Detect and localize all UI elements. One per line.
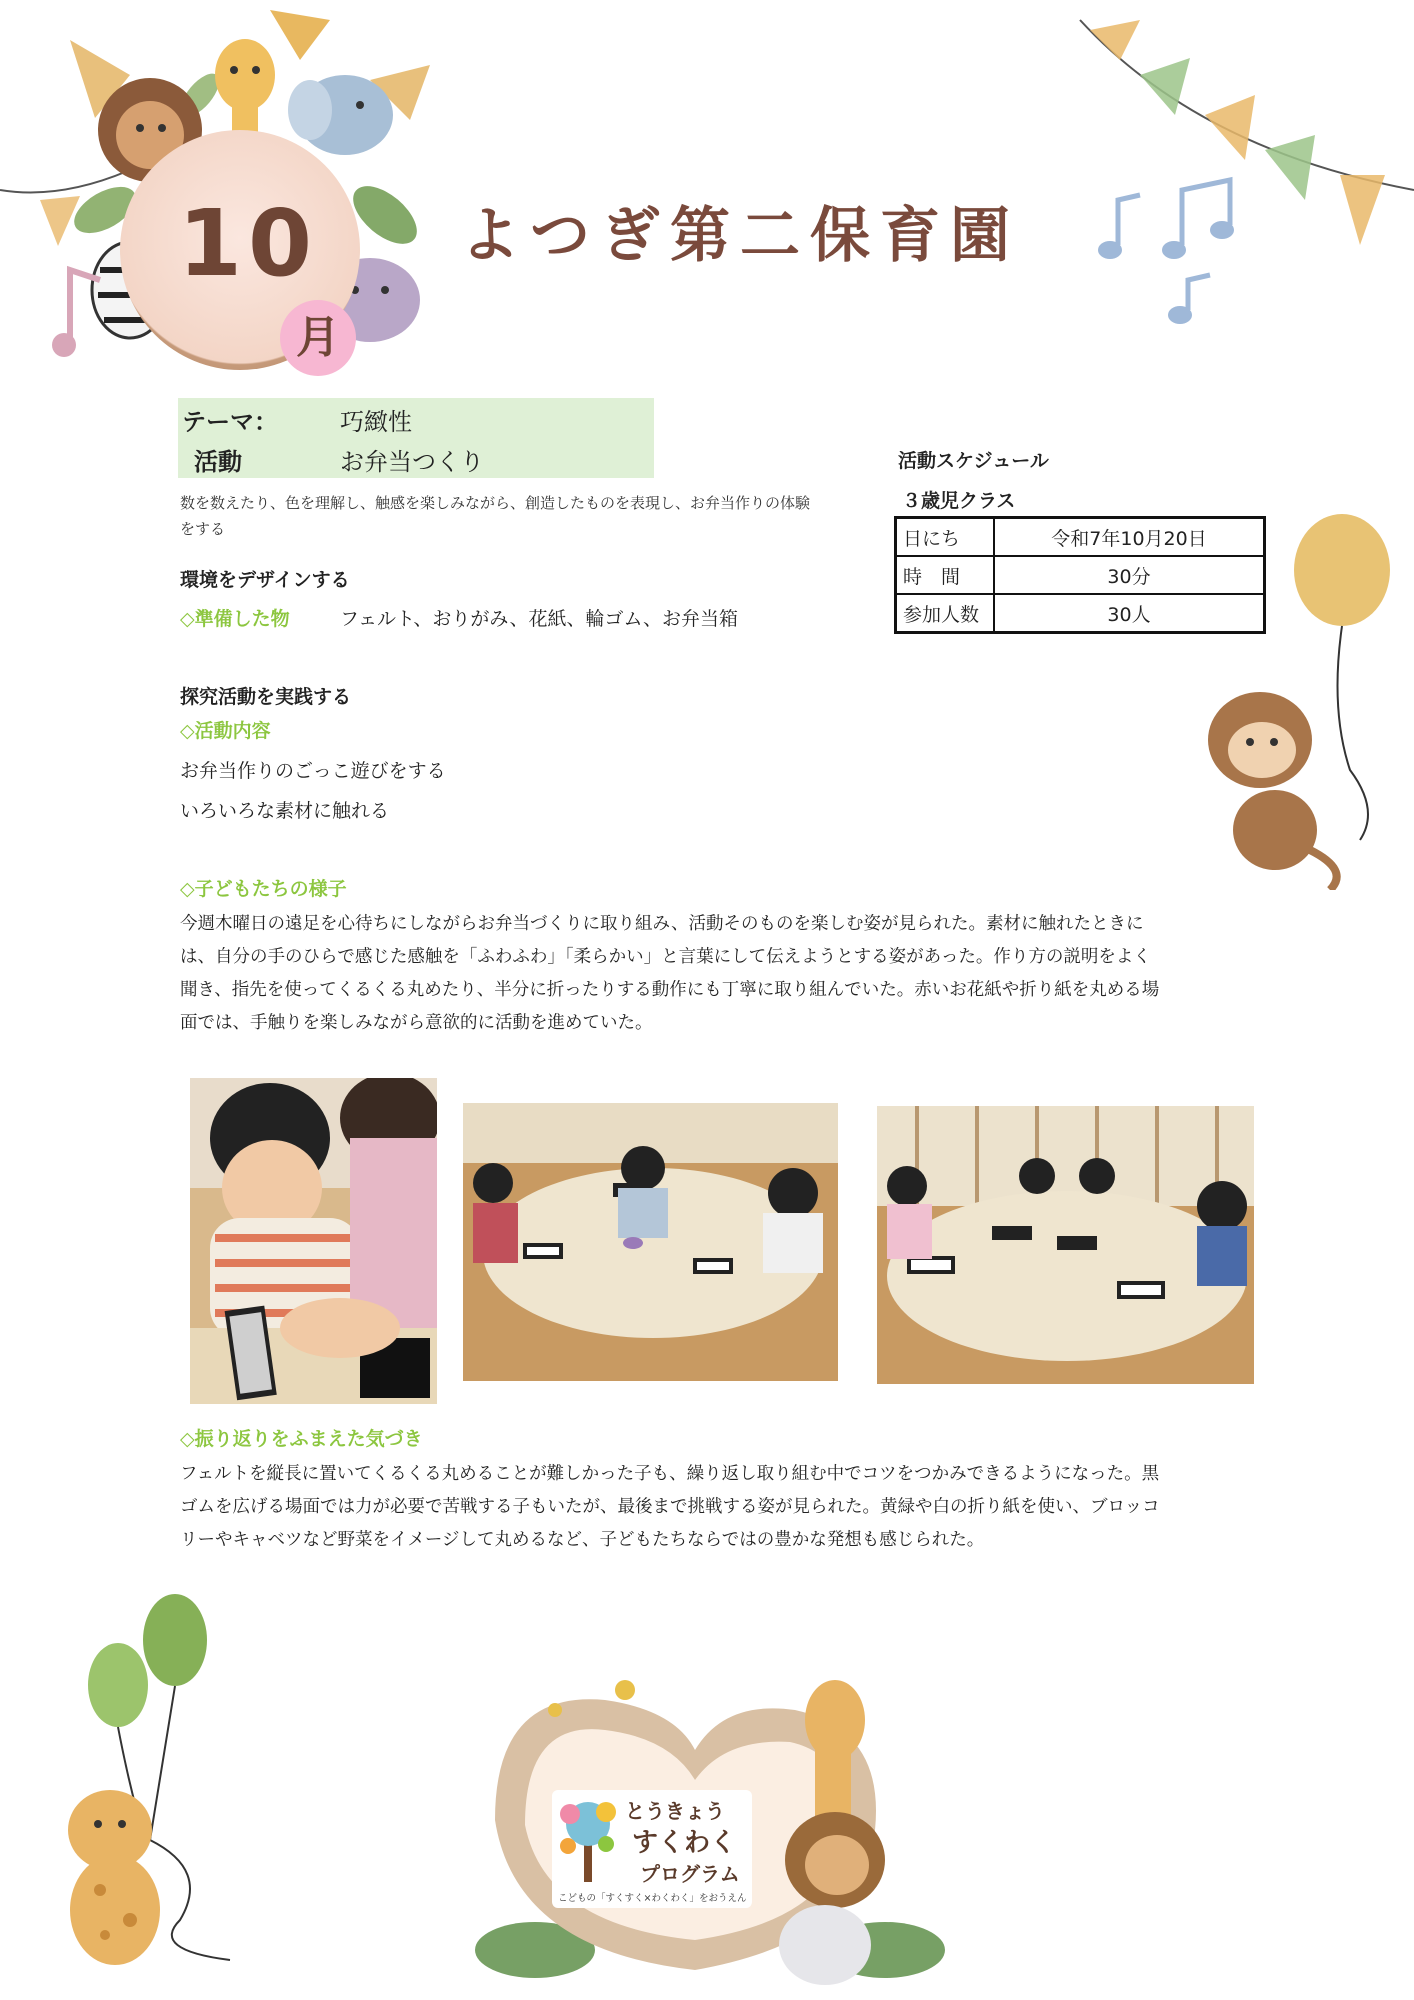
schedule-value: 30人	[994, 594, 1265, 633]
logo-tagline: こどもの「すくすく×わくわく」をおうえん	[558, 1893, 747, 1904]
schedule-key: 日にち	[896, 518, 995, 557]
theme-label: テーマ：	[182, 408, 278, 436]
children-label: ◇子どもたちの様子	[180, 878, 347, 900]
description: 数を数えたり、色を理解し、触感を楽しみながら、創造したものを表現し、お弁当作りの体験をする	[180, 494, 811, 538]
schedule-class: ３歳児クラス	[902, 490, 1016, 512]
children-paragraph	[180, 908, 1260, 1040]
activity-value: お弁当つくり	[340, 448, 484, 476]
logo-line3: プログラム	[640, 1862, 740, 1886]
schedule-value: 令和7年10月20日	[994, 518, 1265, 557]
reflection-paragraph	[180, 1458, 1260, 1557]
photo-child-crafting	[190, 1078, 437, 1404]
balloon-monkey-decoration	[1190, 510, 1414, 890]
photo-group-table	[877, 1106, 1254, 1384]
reflection-line: リーやキャベツなど野菜をイメージして丸めるなど、子どもたちならではの豊かな発想も感じられた。	[180, 1530, 985, 1550]
children-line: は、自分の手のひらで感じた感触を「ふわふわ」「柔らかい」と言葉にして伝えようとする姿があった。作り方の説明をよく	[180, 947, 1151, 967]
schedule-title: 活動スケジュール	[898, 450, 1049, 472]
activity-content-label: ◇活動内容	[180, 720, 271, 742]
reflection-line: ゴムを広げる場面では力が必要で苦戦する子もいたが、最後まで挑戦する姿が見られた。黄緑や白の折り紙を使い、ブロッコ	[180, 1497, 1160, 1517]
inquiry-heading: 探究活動を実践する	[180, 686, 352, 708]
schedule-key: 時 間	[896, 556, 995, 594]
month-number: 10	[178, 190, 319, 297]
logo-line2: すくわく	[632, 1828, 737, 1858]
reflection-label: ◇振り返りをふまえた気づき	[180, 1428, 423, 1450]
schedule-value: 30分	[994, 556, 1265, 594]
children-line: 今週木曜日の遠足を心待ちにしながらお弁当づくりに取り組み、活動そのものを楽しむ姿が見られた。素材に触れたときに	[180, 914, 1144, 934]
children-line: 面では、手触りを楽しみながら意欲的に活動を進めていた。	[180, 1013, 653, 1033]
activity-content-line: お弁当作りのごっこ遊びをする	[180, 760, 446, 782]
tree-icon	[556, 1794, 620, 1884]
logo-line1: とうきょう	[625, 1799, 725, 1823]
reflection-line: フェルトを縦長に置いてくるくる丸めることが難しかった子も、繰り返し取り組む中でコツをつかみできるようになった。黒	[180, 1464, 1160, 1484]
activity-label: 活動	[194, 448, 242, 476]
theme-value: 巧緻性	[340, 408, 412, 436]
schedule-key: 参加人数	[896, 594, 995, 633]
balloon-giraffe-decoration	[30, 1580, 280, 1980]
children-line: 聞き、指先を使ってくるくる丸めたり、半分に折ったりする動作にも丁寧に取り組んでいた。赤いお花紙や折り紙を丸める場	[180, 980, 1160, 1000]
photo-table-activity	[463, 1103, 838, 1381]
school-name: よつぎ第二保育園	[460, 201, 1020, 271]
prepared-items: フェルト、おりがみ、花紙、輪ゴム、お弁当箱	[340, 608, 739, 630]
prepared-label: ◇準備した物	[180, 608, 290, 630]
activity-content-line: いろいろな素材に触れる	[180, 800, 390, 822]
environment-heading: 環境をデザインする	[180, 569, 350, 591]
month-badge: 月	[280, 300, 356, 376]
